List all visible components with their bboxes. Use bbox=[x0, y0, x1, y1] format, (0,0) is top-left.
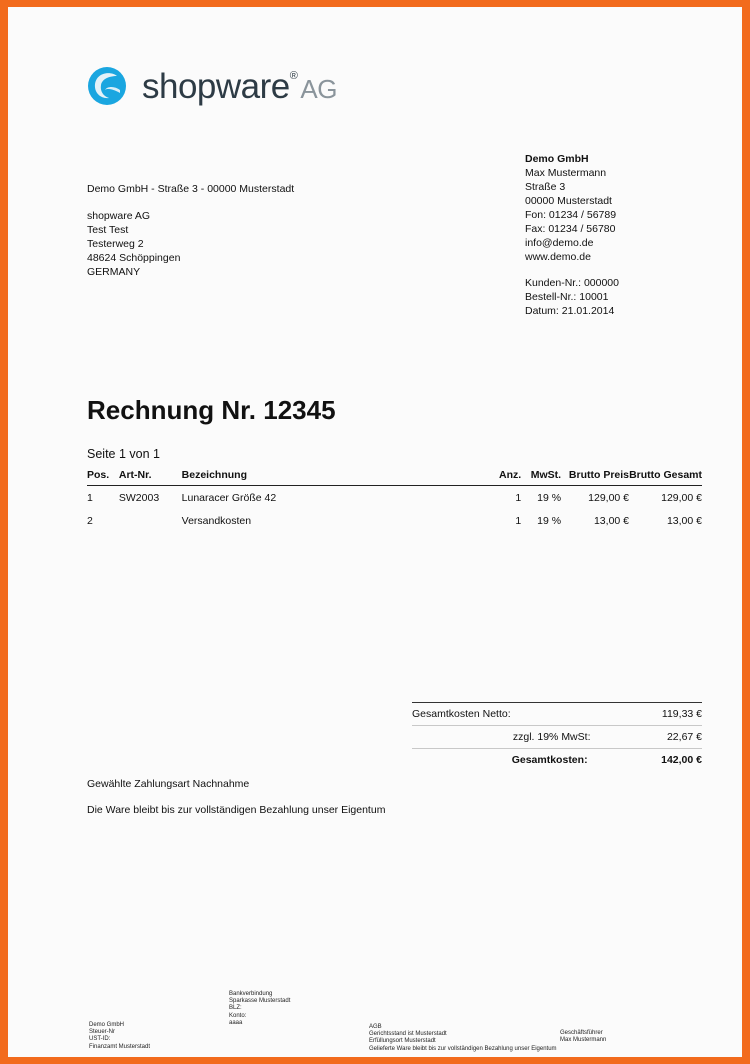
cell-bezeichnung: Versandkosten bbox=[181, 515, 252, 527]
footer-line: Sparkasse Musterstadt bbox=[229, 998, 291, 1005]
cell-pos: 2 bbox=[87, 515, 93, 527]
cell-anz: 1 bbox=[515, 515, 522, 527]
footer-line: Steuer-Nr bbox=[89, 1029, 116, 1036]
company-line: Straße 3 bbox=[525, 181, 566, 193]
cell-bezeichnung: Lunaracer Größe 42 bbox=[181, 492, 277, 504]
recipient-line: Test Test bbox=[87, 224, 129, 236]
table-header-row bbox=[87, 467, 702, 486]
footer-line: aaaa bbox=[229, 1019, 243, 1026]
invoice-page bbox=[8, 7, 742, 1057]
page-count: Seite 1 von 1 bbox=[87, 447, 160, 461]
cell-mwst: 19 % bbox=[537, 492, 562, 504]
recipient-address bbox=[87, 209, 180, 279]
cell-brutto-gesamt: 129,00 € bbox=[661, 492, 702, 504]
footer-line: Erfüllungsort Musterstadt bbox=[369, 1038, 436, 1045]
footer-line: BLZ: bbox=[229, 1005, 242, 1012]
brand-name: shopware® AG bbox=[142, 66, 337, 106]
col-header-brutto-gesamt: Brutto Gesamt bbox=[629, 467, 702, 486]
footer-management bbox=[560, 1030, 606, 1044]
table-row bbox=[87, 486, 702, 510]
footer-company bbox=[89, 1022, 150, 1051]
cell-pos: 1 bbox=[87, 492, 93, 504]
footer-line: Bankverbindung bbox=[229, 991, 273, 997]
company-email: info@demo.de bbox=[525, 237, 594, 249]
footer-line: Geschäftsführer bbox=[560, 1030, 603, 1036]
footer-line: UST-ID: bbox=[89, 1036, 111, 1043]
company-line: Max Mustermann bbox=[525, 167, 607, 179]
total-net-row bbox=[412, 702, 702, 725]
footer-line: Gelieferte Ware bleibt bis zur vollständigen Bezahlung unser Eigentum bbox=[369, 1045, 557, 1052]
company-website: www.demo.de bbox=[525, 251, 591, 263]
cell-mwst: 19 % bbox=[537, 515, 562, 527]
col-header-mwst: MwSt. bbox=[521, 467, 561, 486]
customer-number: Kunden-Nr.: 000000 bbox=[525, 277, 619, 289]
recipient-line: GERMANY bbox=[87, 266, 141, 278]
order-number: Bestell-Nr.: 10001 bbox=[525, 291, 609, 303]
recipient-line: shopware AG bbox=[87, 210, 151, 222]
footer-line: Gerichtsstand ist Musterstadt bbox=[369, 1031, 447, 1038]
retention-of-title-text: Die Ware bleibt bis zur vollständigen Bezahlung unser Eigentum bbox=[87, 804, 386, 816]
total-gross-label: Gesamtkosten: bbox=[511, 754, 588, 766]
recipient-line: Testerweg 2 bbox=[87, 238, 144, 250]
cell-art-nr: SW2003 bbox=[118, 492, 160, 504]
table-row bbox=[87, 509, 702, 532]
footer-line: Finanzamt Musterstadt bbox=[89, 1043, 151, 1050]
company-info bbox=[525, 152, 616, 264]
total-tax-label: zzgl. 19% MwSt: bbox=[512, 731, 591, 743]
col-header-anz: Anz. bbox=[479, 467, 521, 486]
total-net-value: 119,33 € bbox=[661, 708, 702, 720]
cell-brutto-preis: 13,00 € bbox=[593, 515, 630, 527]
footer-line: Demo GmbH bbox=[89, 1022, 125, 1028]
total-gross-value: 142,00 € bbox=[661, 754, 702, 766]
company-phone: Fon: 01234 / 56789 bbox=[525, 209, 617, 221]
col-header-brutto-preis: Brutto Preis bbox=[561, 467, 629, 486]
invoice-meta bbox=[525, 276, 619, 318]
total-tax-value: 22,67 € bbox=[666, 731, 703, 743]
col-header-bezeichnung: Bezeichnung bbox=[182, 467, 480, 486]
cell-brutto-gesamt: 13,00 € bbox=[666, 515, 702, 527]
invoice-date: Datum: 21.01.2014 bbox=[525, 305, 615, 317]
total-gross-row bbox=[412, 748, 702, 771]
shopware-logo bbox=[87, 66, 337, 106]
totals-block bbox=[412, 702, 702, 771]
cell-art-nr bbox=[119, 509, 182, 532]
footer-line: AGB bbox=[369, 1024, 382, 1030]
col-header-art-nr: Art-Nr. bbox=[119, 467, 182, 486]
cell-brutto-preis: 129,00 € bbox=[588, 492, 630, 504]
company-name: Demo GmbH bbox=[525, 153, 589, 165]
shopware-logo-icon bbox=[87, 66, 127, 106]
total-net-label: Gesamtkosten Netto: bbox=[412, 708, 511, 720]
sender-return-address: Demo GmbH - Straße 3 - 00000 Musterstadt bbox=[87, 183, 295, 195]
footer-bank bbox=[229, 991, 290, 1027]
company-line: 00000 Musterstadt bbox=[525, 195, 612, 207]
cell-anz: 1 bbox=[515, 492, 522, 504]
total-tax-row bbox=[412, 725, 702, 748]
company-fax: Fax: 01234 / 56780 bbox=[525, 223, 616, 235]
footer-line: Konto: bbox=[229, 1012, 247, 1019]
payment-method-text: Gewählte Zahlungsart Nachnahme bbox=[87, 778, 250, 790]
col-header-pos: Pos. bbox=[87, 467, 119, 486]
line-items-table bbox=[87, 467, 702, 532]
recipient-line: 48624 Schöppingen bbox=[87, 252, 181, 264]
footer-line: Max Mustermann bbox=[560, 1037, 607, 1044]
invoice-title: Rechnung Nr. 12345 bbox=[87, 395, 336, 425]
footer-terms bbox=[369, 1024, 557, 1053]
